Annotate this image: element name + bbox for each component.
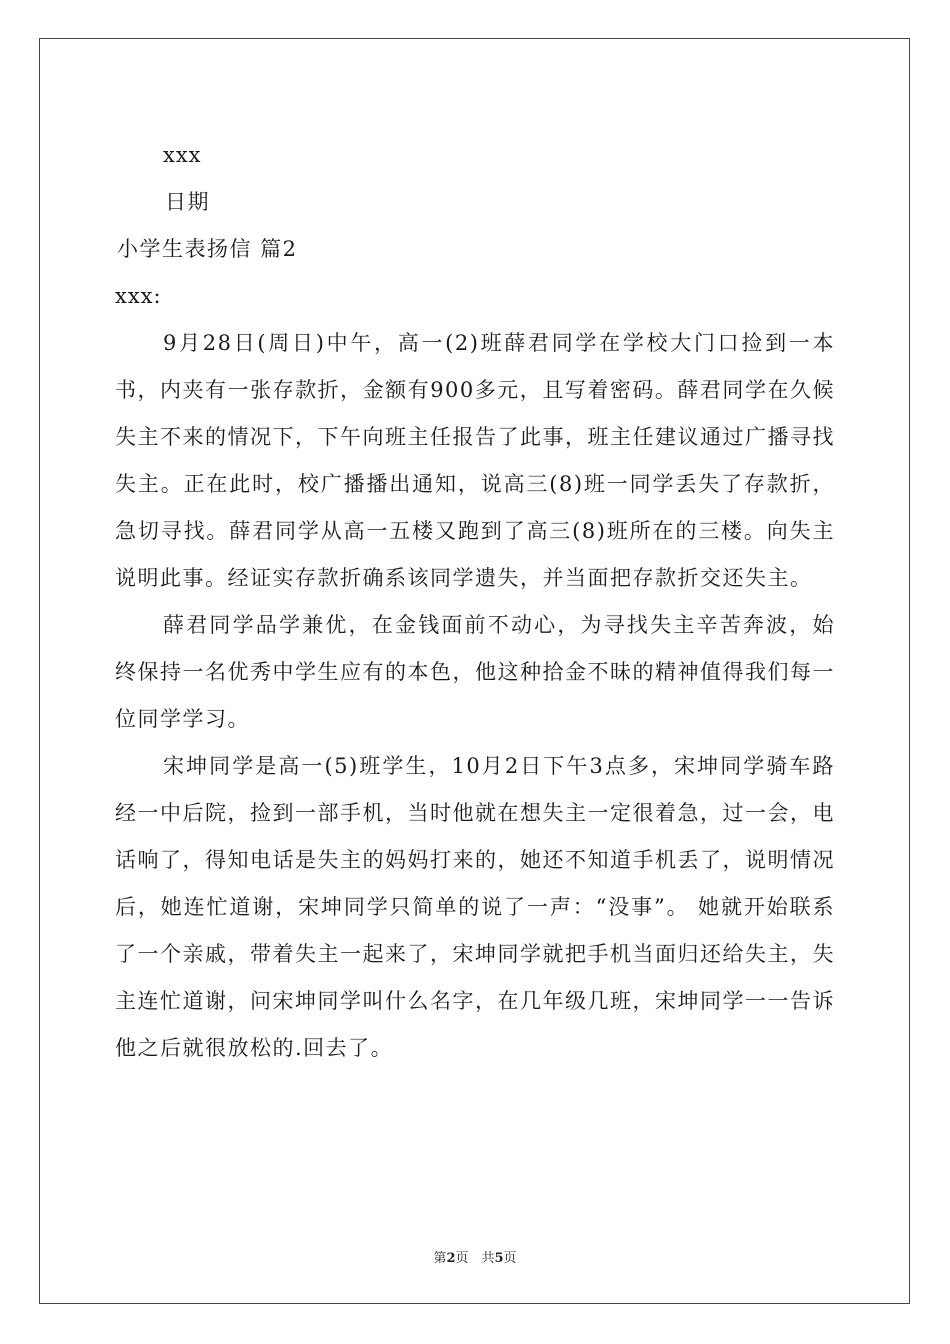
footer-total-pages: 5	[494, 1251, 504, 1266]
letter-title: 小学生表扬信 篇2	[117, 237, 298, 261]
footer-middle: 页 共	[455, 1251, 495, 1266]
document-body	[115, 132, 835, 1072]
letter-salutation: xxx:	[115, 284, 162, 308]
footer-current-page: 2	[446, 1251, 456, 1266]
paragraph-3: 宋坤同学是高一(5)班学生，10月2日下午3点多，宋坤同学骑车路经一中后院，捡到一部手机，当时他就在想失主一定很着急，过一会，电话响了，得知电话是失主的妈妈打来的，她还不知道手机丢了，说明情况后，她连忙道谢，宋坤同学只简单的说了一声：“没事”。 她就开始联系了一个亲戚，带着失主一起来了，宋坤同学就把手机当面归还给失主，失主连忙道谢，问宋坤同学叫什么名字，在几年级几班，宋坤同学一一告诉他之后就很放松的.回去了。	[115, 754, 835, 1060]
page-footer	[0, 1247, 950, 1266]
signature-date: 日期	[165, 190, 210, 214]
paragraph-2: 薛君同学品学兼优，在金钱面前不动心，为寻找失主辛苦奔波，始终保持一名优秀中学生应有的本色，他这种拾金不昧的精神值得我们每一位同学学习。	[115, 613, 835, 731]
footer-suffix: 页	[503, 1251, 517, 1266]
footer-prefix: 第	[433, 1251, 447, 1266]
signature-name: xxx	[163, 143, 202, 167]
paragraph-1: 9月28日(周日)中午，高一(2)班薛君同学在学校大门口捡到一本书，内夹有一张存款折，金额有900多元，且写着密码。薛君同学在久候失主不来的情况下，下午向班主任报告了此事，班主任建议通过广播寻找失主。正在此时，校广播播出通知，说高三(8)班一同学丢失了存款折，急切寻找。薛君同学从高一五楼又跑到了高三(8)班所在的三楼。向失主说明此事。经证实存款折确系该同学遗失，并当面把存款折交还失主。	[115, 331, 835, 590]
